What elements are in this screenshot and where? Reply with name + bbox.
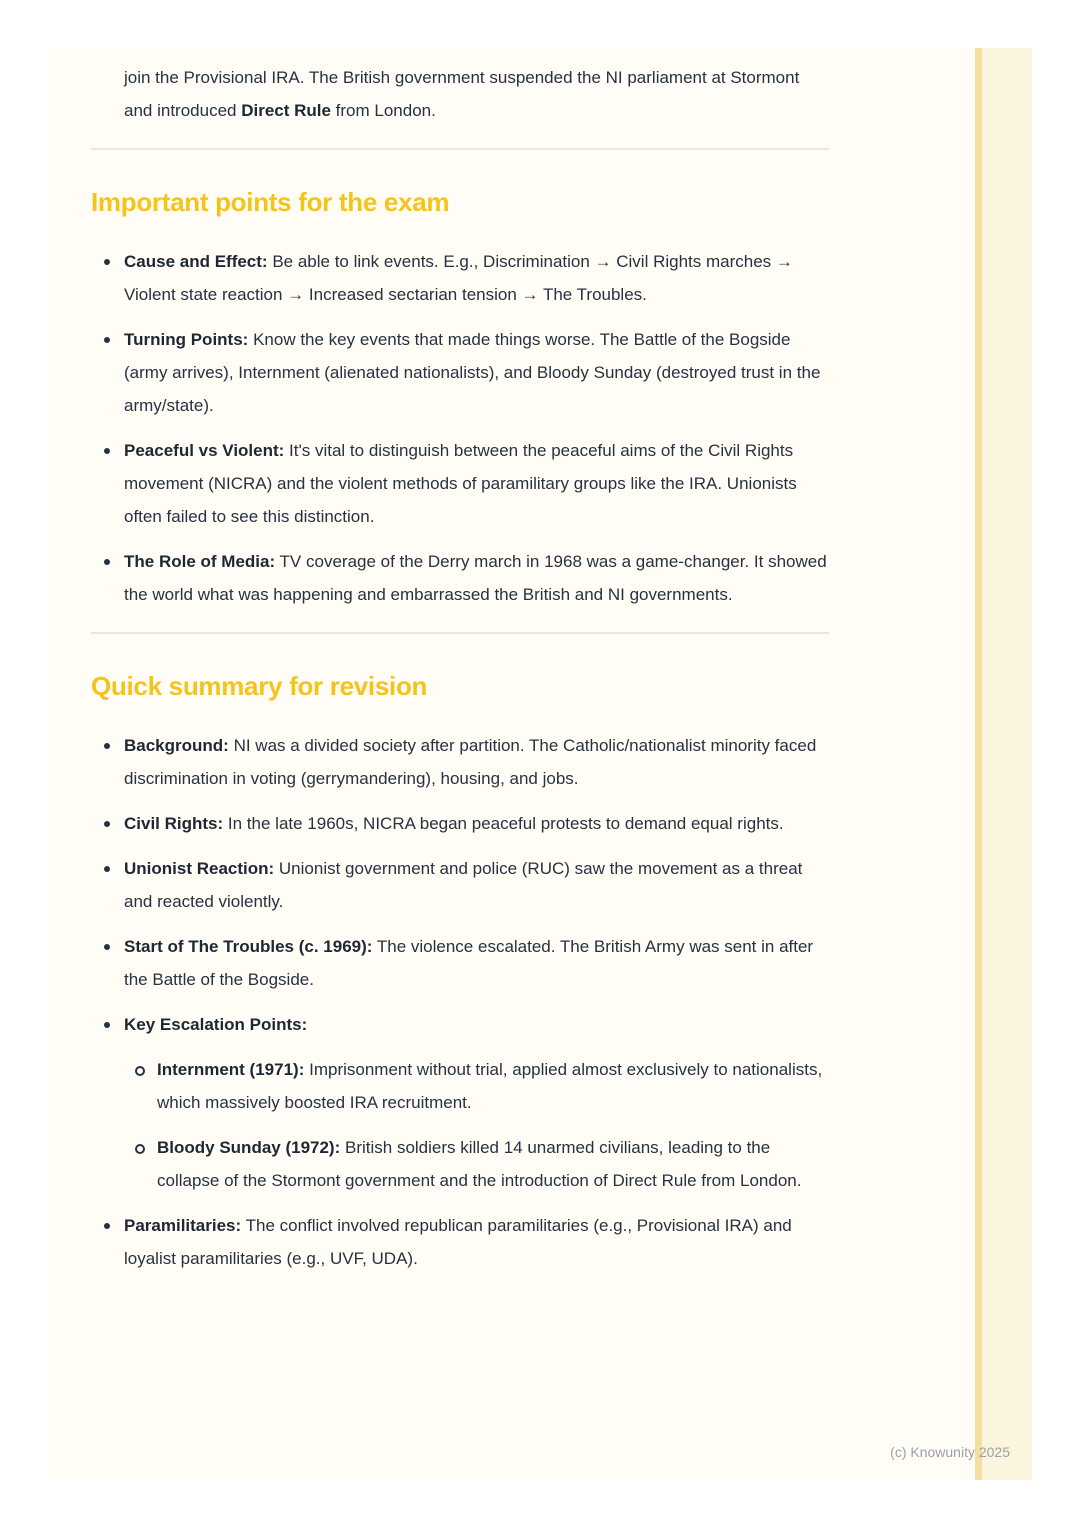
intro-text-before: join the Provisional IRA. The British government suspended the NI parliament at Stormont and introduced xyxy=(124,68,800,120)
bullet-text: In the late 1960s, NICRA began peaceful protests to demand equal rights. xyxy=(227,814,784,833)
list-item xyxy=(91,1008,829,1197)
bullet-text: It's vital to distinguish between the peaceful aims of the Civil Rights movement (NICRA) and the violent methods of paramilitary groups like the IRA. Unionists often failed to see this distinction. xyxy=(124,441,797,526)
document-page xyxy=(48,48,1032,1480)
section-title-important-points: Important points for the exam xyxy=(91,187,450,217)
list-item xyxy=(91,1209,829,1275)
bullet-text: British soldiers killed 14 unarmed civilians, leading to the collapse of the Stormont government and the introduction of Direct Rule from London. xyxy=(157,1138,802,1190)
bullet-text: The violence escalated. The British Army was sent in after the Battle of the Bogside. xyxy=(124,937,814,989)
bullet-text: TV coverage of the Derry march in 1968 was a game-changer. It showed the world what was happening and embarrassed the British and NI governments. xyxy=(124,552,827,604)
key-escalation-sublist xyxy=(124,1053,829,1197)
list-item xyxy=(91,434,829,533)
bullet-lead: Paramilitaries: xyxy=(124,1216,242,1235)
important-points-list xyxy=(91,245,829,611)
bullet-text: NI was a divided society after partition. The Catholic/nationalist minority faced discrimination in voting (gerrymandering), housing, and jobs. xyxy=(124,736,817,788)
intro-bold-term: Direct Rule xyxy=(241,101,331,120)
list-item xyxy=(91,852,829,918)
bullet-lead: Key Escalation Points: xyxy=(124,1015,308,1034)
bullet-text: Be able to link events. E.g., Discrimination → Civil Rights marches → Violent state reaction → Increased sectarian tension → The Troubles. xyxy=(124,252,793,304)
section-divider xyxy=(91,632,829,634)
list-item xyxy=(91,545,829,611)
sub-list-item xyxy=(124,1131,829,1197)
bullet-text: Know the key events that made things worse. The Battle of the Bogside (army arrives), Internment (alienated nationalists), and Bloody Sunday (destroyed trust in the army/state). xyxy=(124,330,821,415)
intro-text-after: from London. xyxy=(330,101,436,120)
bullet-lead: Start of The Troubles (c. 1969): xyxy=(124,937,373,956)
section-divider xyxy=(91,148,829,150)
bullet-text: Unionist government and police (RUC) saw the movement as a threat and reacted violently. xyxy=(124,859,803,911)
bullet-lead: Cause and Effect: xyxy=(124,252,268,271)
bullet-text: Imprisonment without trial, applied almost exclusively to nationalists, which massively boosted IRA recruitment. xyxy=(157,1060,823,1112)
page-content xyxy=(48,48,1032,1275)
list-item xyxy=(91,323,829,422)
list-item xyxy=(91,245,829,311)
list-item xyxy=(91,729,829,795)
quick-summary-list xyxy=(91,729,829,1275)
list-item xyxy=(91,930,829,996)
bullet-lead: Turning Points: xyxy=(124,330,249,349)
list-item xyxy=(91,807,829,840)
bullet-lead: The Role of Media: xyxy=(124,552,276,571)
bullet-lead: Peaceful vs Violent: xyxy=(124,441,285,460)
copyright-notice: (c) Knowunity 2025 xyxy=(890,1444,1010,1460)
bullet-lead: Civil Rights: xyxy=(124,814,224,833)
sub-list-item xyxy=(124,1053,829,1119)
intro-paragraph xyxy=(124,61,829,127)
bullet-lead: Bloody Sunday (1972): xyxy=(157,1138,341,1157)
bullet-text: The conflict involved republican paramilitaries (e.g., Provisional IRA) and loyalist paramilitaries (e.g., UVF, UDA). xyxy=(124,1216,792,1268)
section-title-quick-summary: Quick summary for revision xyxy=(91,671,428,701)
bullet-lead: Unionist Reaction: xyxy=(124,859,275,878)
bullet-lead: Background: xyxy=(124,736,229,755)
bullet-lead: Internment (1971): xyxy=(157,1060,305,1079)
